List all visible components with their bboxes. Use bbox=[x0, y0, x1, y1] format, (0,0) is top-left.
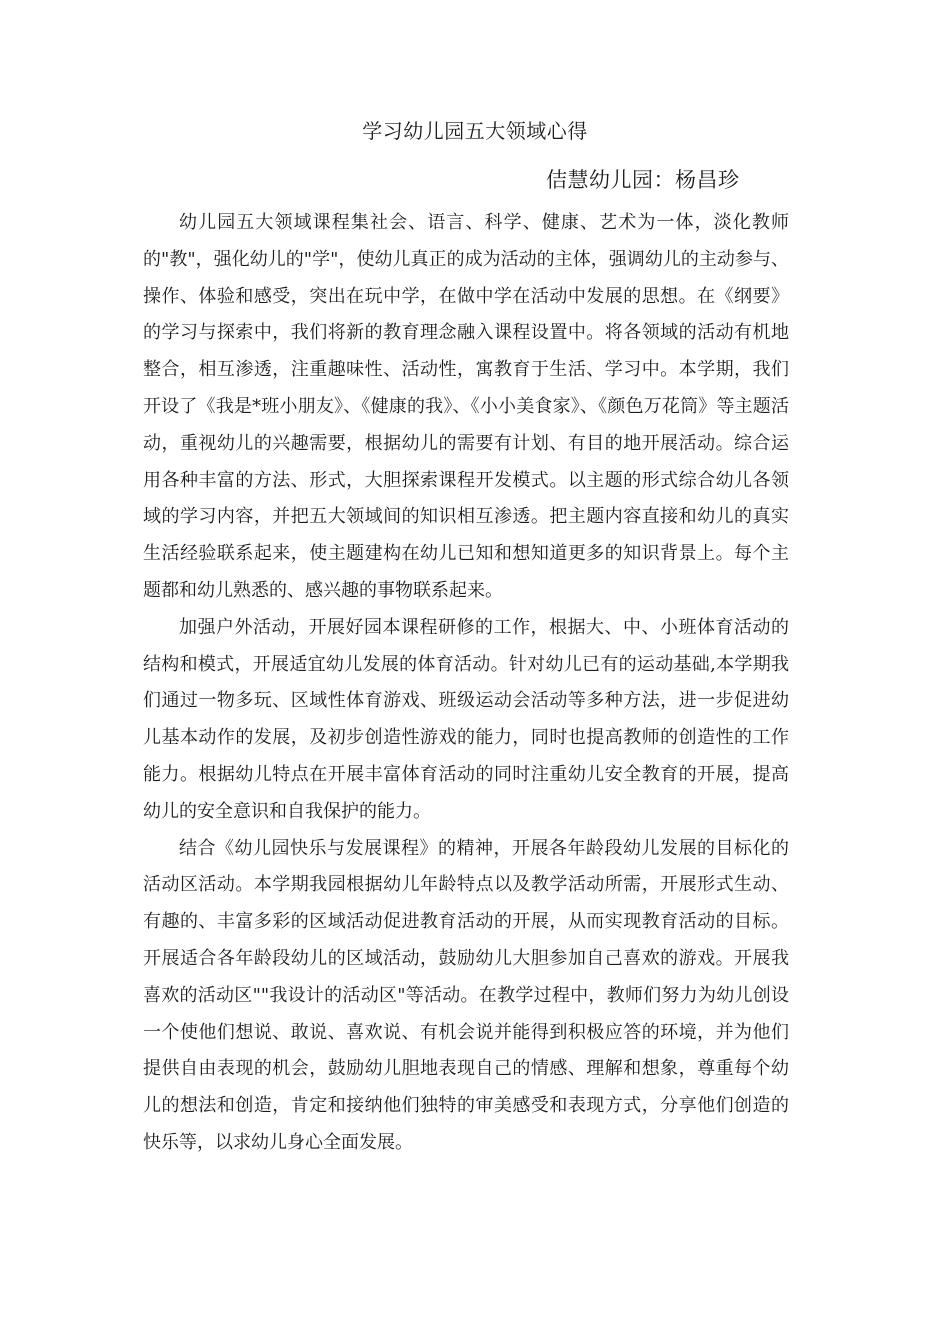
document-author: 佶慧幼儿园：杨昌珍 bbox=[546, 168, 740, 192]
document-body bbox=[143, 205, 789, 1162]
body-paragraph-3: 结合《幼儿园快乐与发展课程》的精神，开展各年龄段幼儿发展的目标化的活动区活动。本学期我园根据幼儿年龄特点以及教学活动所需，开展形式生动、有趣的、丰富多彩的区域活动促进教育活动的开展，从而实现教育活动的目标。开展适合各年龄段幼儿的区域活动，鼓励幼儿大胆参加自己喜欢的游戏。开展我喜欢的活动区""我设计的活动区"等活动。在教学过程中，教师们努力为幼儿创设一个使他们想说、敢说、喜欢说、有机会说并能得到积极应答的环境，并为他们提供自由表现的机会，鼓励幼儿胆地表现自己的情感、理解和想象，尊重每个幼儿的想法和创造，肯定和接纳他们独特的审美感受和表现方式，分享他们创造的快乐等，以求幼儿身心全面发展。 bbox=[143, 837, 789, 1153]
body-paragraph-2: 加强户外活动，开展好园本课程研修的工作，根据大、中、小班体育活动的结构和模式，开展适宜幼儿发展的体育活动。针对幼儿已有的运动基础,本学期我们通过一物多玩、区域性体育游戏、班级运动会活动等多种方法，进一步促进幼儿基本动作的发展，及初步创造性游戏的能力，同时也提高教师的创造性的工作能力。根据幼儿特点在开展丰富体育活动的同时注重幼儿安全教育的开展，提高幼儿的安全意识和自我保护的能力。 bbox=[143, 616, 789, 822]
body-paragraph-1: 幼儿园五大领域课程集社会、语言、科学、健康、艺术为一体，淡化教师的"教"，强化幼儿的"学"，使幼儿真正的成为活动的主体，强调幼儿的主动参与、操作、体验和感受，突出在玩中学，在做中学在活动中发展的思想。在《纲要》的学习与探索中，我们将新的教育理念融入课程设置中。将各领域的活动有机地整合，相互渗透，注重趣味性、活动性，寓教育于生活、学习中。本学期，我们开设了《我是*班小朋友》、《健康的我》、《小小美食家》、《颜色万花筒》等主题活动，重视幼儿的兴趣需要，根据幼儿的需要有计划、有目的地开展活动。综合运用各种丰富的方法、形式，大胆探索课程开发模式。以主题的形式综合幼儿各领域的学习内容，并把五大领域间的知识相互渗透。把主题内容直接和幼儿的真实生活经验联系起来，使主题建构在幼儿已知和想知道更多的知识背景上。每个主题都和幼儿熟悉的、感兴趣的事物联系起来。 bbox=[143, 212, 789, 601]
document-title: 学习幼儿园五大领域心得 bbox=[362, 119, 588, 143]
